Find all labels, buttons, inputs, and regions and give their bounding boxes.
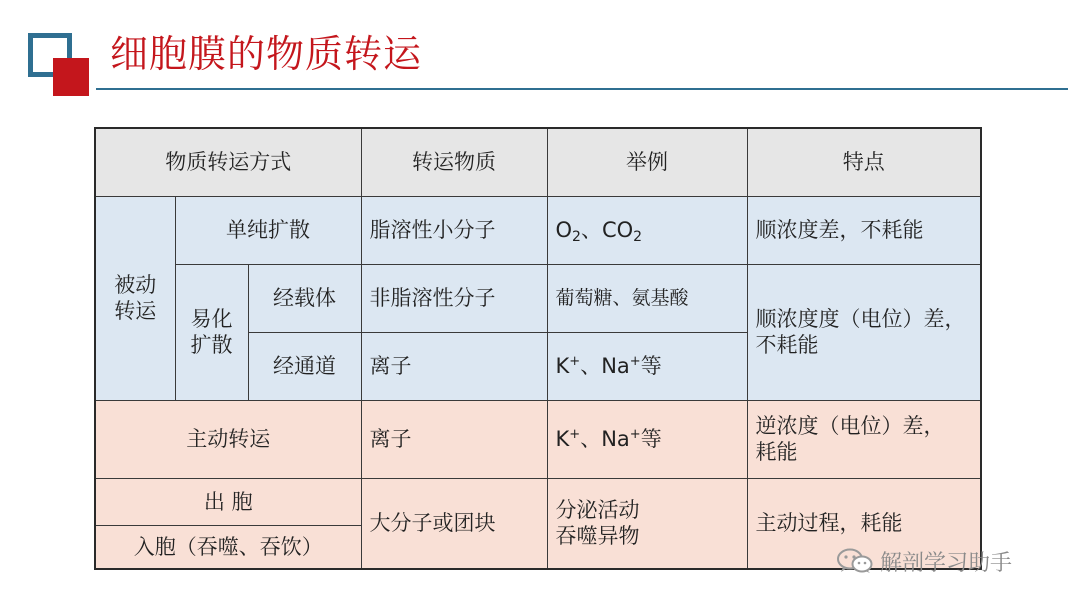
- cell-active-substance: 离子: [361, 400, 547, 478]
- text-na: 、Na: [580, 354, 630, 378]
- text-o: O: [555, 218, 573, 242]
- cell-simple-diffusion: 单纯扩散: [175, 196, 361, 264]
- cell-bulk-feature: 主动过程，耗能: [747, 478, 981, 569]
- wechat-icon: [836, 548, 874, 574]
- header-example: 举例: [547, 128, 747, 196]
- cell-simple-feature: 顺浓度差，不耗能: [747, 196, 981, 264]
- header-method: 物质转运方式: [95, 128, 361, 196]
- text-na: 、Na: [580, 427, 630, 451]
- cell-simple-substance: 脂溶性小分子: [361, 196, 547, 264]
- cell-bulk-substance: 大分子或团块: [361, 478, 547, 569]
- transport-table: [94, 127, 982, 570]
- cell-channel-example: [547, 332, 747, 400]
- superscript-plus: +: [629, 354, 641, 369]
- row-carrier: [95, 264, 981, 332]
- cell-carrier-substance: 非脂溶性分子: [361, 264, 547, 332]
- cell-passive-transport: 被动 转运: [95, 196, 175, 400]
- table-header-row: [95, 128, 981, 196]
- watermark: [836, 546, 1012, 576]
- header-substance: 转运物质: [361, 128, 547, 196]
- cell-bulk-example: 分泌活动 吞噬异物: [547, 478, 747, 569]
- text-k: K: [555, 427, 570, 451]
- superscript-plus: +: [629, 427, 641, 442]
- row-simple-diffusion: [95, 196, 981, 264]
- cell-endocytosis: 入胞（吞噬、吞饮）: [95, 525, 361, 569]
- watermark-text: 解剖学习助手: [880, 550, 1013, 576]
- header-feature: 特点: [747, 128, 981, 196]
- cell-facilitated-diffusion: 易化 扩散: [175, 264, 248, 400]
- title-underline: [96, 88, 1068, 90]
- superscript-plus: +: [569, 427, 581, 442]
- row-active-transport: [95, 400, 981, 478]
- text-suffix: 等: [640, 354, 662, 378]
- cell-channel-label: 经通道: [248, 332, 361, 400]
- cell-active-transport: 主动转运: [95, 400, 361, 478]
- cell-channel-substance: 离子: [361, 332, 547, 400]
- cell-exocytosis: 出 胞: [95, 478, 361, 525]
- cell-carrier-example: 葡萄糖、氨基酸: [547, 264, 747, 332]
- cell-simple-example: [547, 196, 747, 264]
- superscript-plus: +: [569, 354, 581, 369]
- subscript-2: 2: [572, 229, 581, 245]
- logo-square-filled: [53, 58, 89, 96]
- text-suffix: 等: [640, 427, 662, 451]
- subscript-2: 2: [633, 229, 643, 245]
- cell-facilitated-feature: 顺浓度度（电位）差， 不耗能: [747, 264, 981, 400]
- text-k: K: [555, 354, 570, 378]
- cell-active-feature: 逆浓度（电位）差， 耗能: [747, 400, 981, 478]
- cell-active-example: [547, 400, 747, 478]
- page-title: 细胞膜的物质转运: [110, 32, 423, 76]
- cell-carrier-label: 经载体: [248, 264, 361, 332]
- row-exocytosis: [95, 478, 981, 525]
- text-co: 、CO: [580, 218, 634, 242]
